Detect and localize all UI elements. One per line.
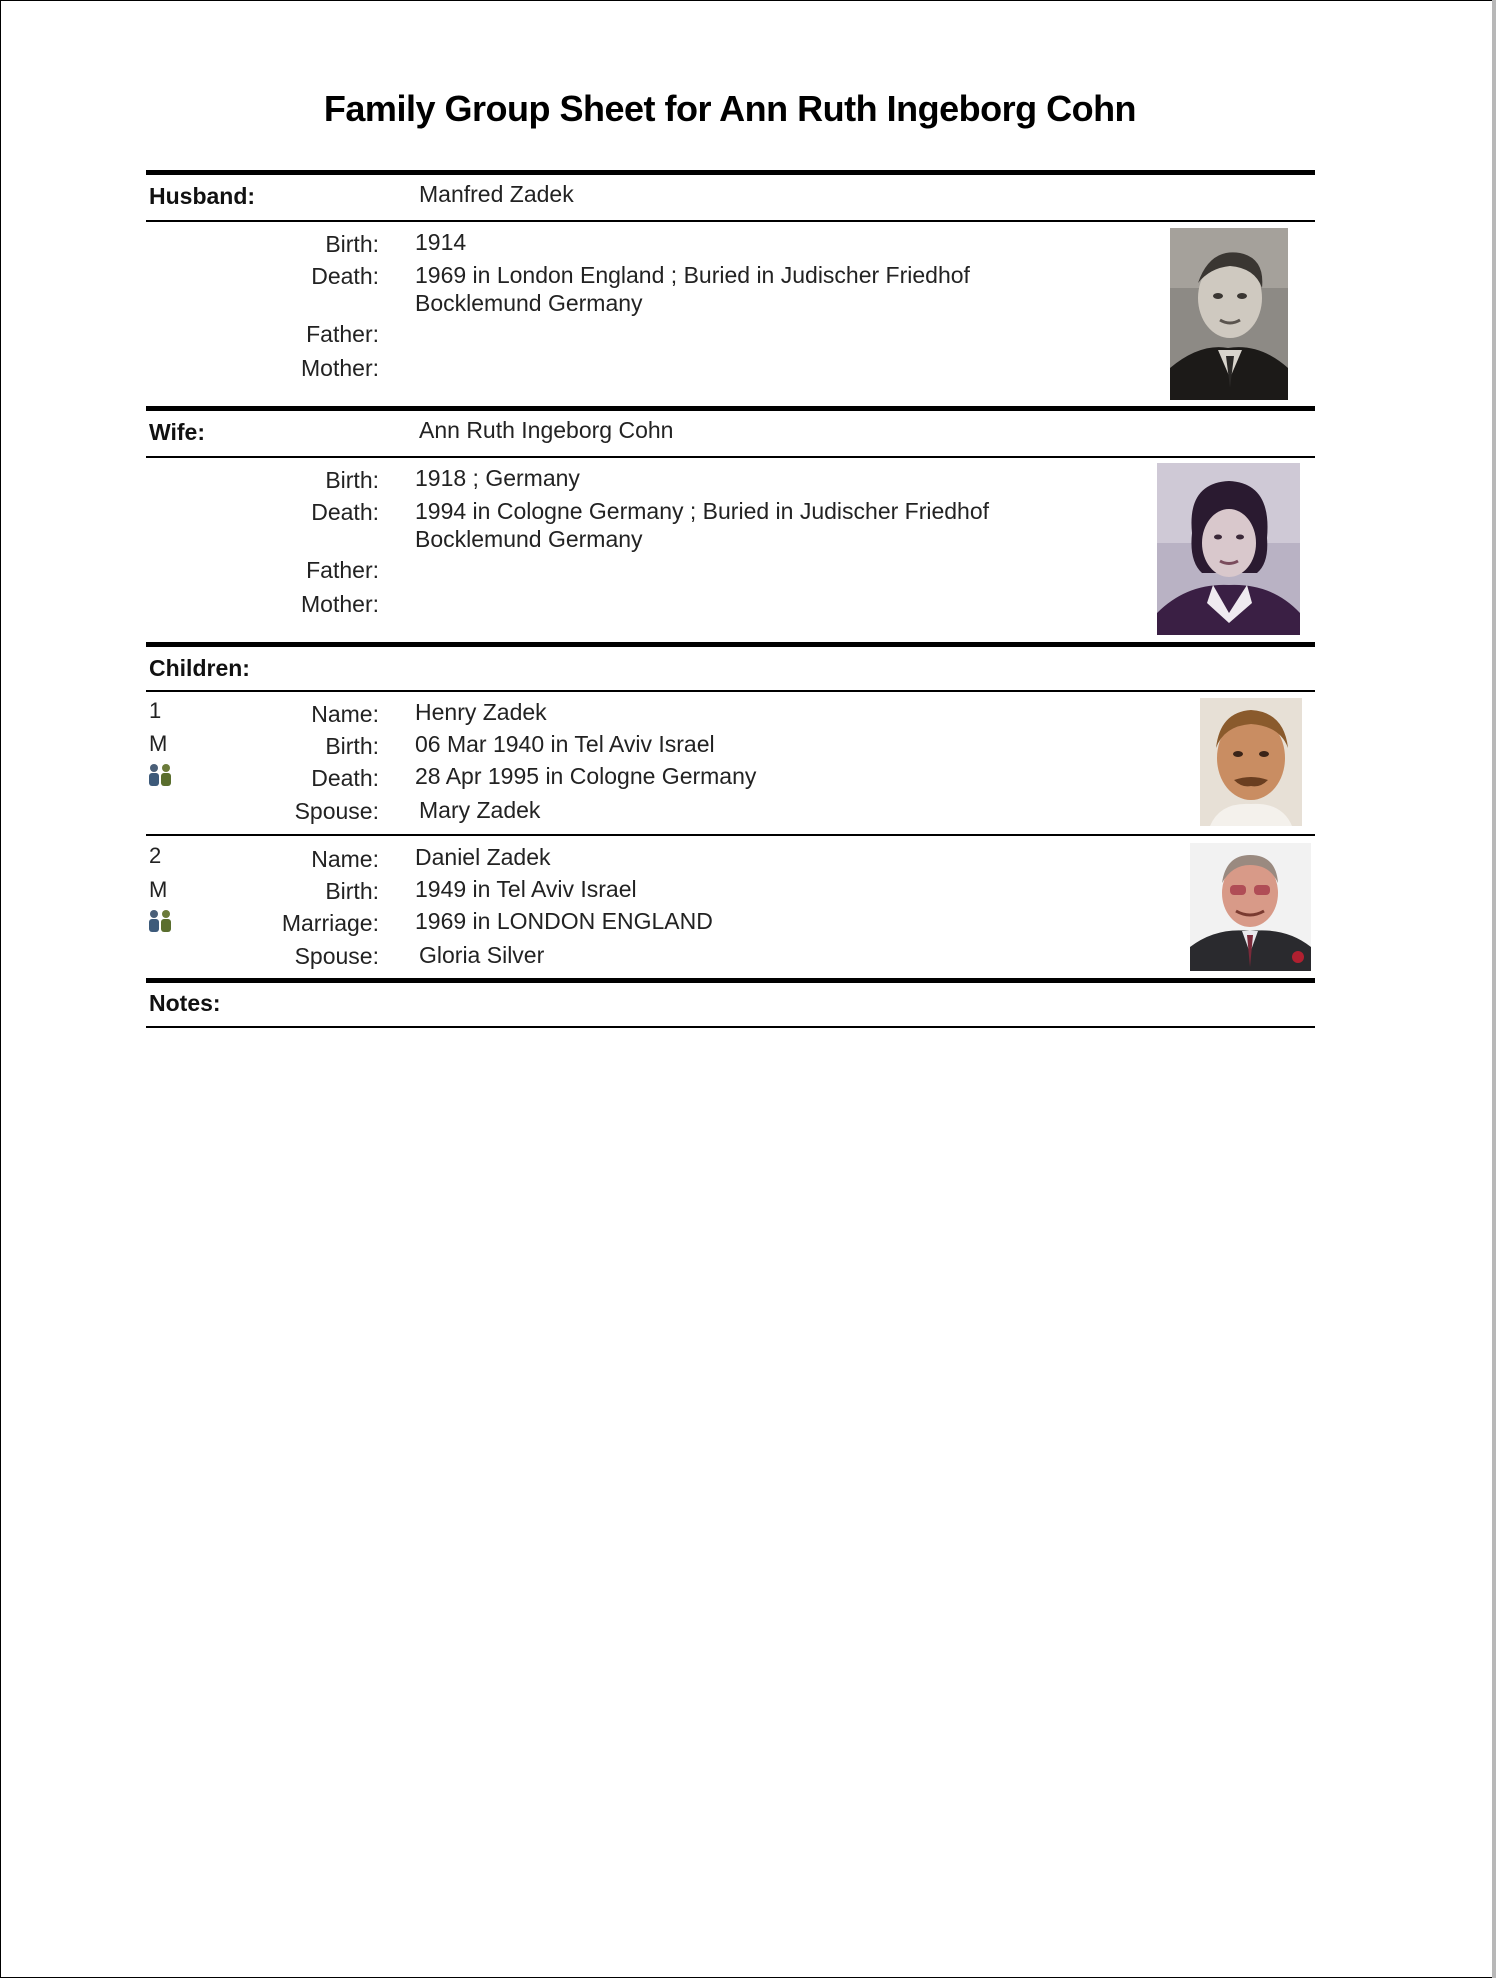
section-rule <box>146 978 1315 983</box>
child-name-value[interactable]: Henry Zadek <box>415 699 547 725</box>
wife-birth-value: 1918 ; Germany <box>415 465 580 491</box>
section-rule <box>146 170 1315 175</box>
wife-death-value-line2: Bocklemund Germany <box>415 526 643 552</box>
child-spouse-value[interactable]: Mary Zadek <box>419 797 541 823</box>
child-sex: M <box>149 731 168 756</box>
child-name-label: Name: <box>311 846 379 872</box>
child-birth-value: 1949 in Tel Aviv Israel <box>415 876 637 902</box>
husband-section-label: Husband: <box>149 183 256 209</box>
husband-father-label: Father: <box>306 321 379 347</box>
child-birth-value: 06 Mar 1940 in Tel Aviv Israel <box>415 731 715 757</box>
wife-name[interactable]: Ann Ruth Ingeborg Cohn <box>419 417 674 443</box>
child-sex: M <box>149 877 168 902</box>
husband-birth-label: Birth: <box>325 231 379 257</box>
wife-portrait-photo[interactable] <box>1157 463 1300 635</box>
child-spouse-label: Spouse: <box>294 943 379 969</box>
notes-section-label: Notes: <box>149 990 221 1016</box>
child-number: 1 <box>149 698 162 723</box>
wife-father-label: Father: <box>306 557 379 583</box>
child-name-value[interactable]: Daniel Zadek <box>415 844 551 870</box>
wife-birth-label: Birth: <box>325 467 379 493</box>
husband-birth-value: 1914 <box>415 229 467 255</box>
child-death-label: Death: <box>311 765 379 791</box>
section-rule <box>146 406 1315 411</box>
page-title: Family Group Sheet for Ann Ruth Ingeborg Cohn <box>323 88 1137 129</box>
wife-mother-label: Mother: <box>301 591 379 617</box>
child-marriage-value: 1969 in LONDON ENGLAND <box>415 908 713 934</box>
people-icon[interactable] <box>146 763 174 787</box>
section-divider <box>146 456 1315 458</box>
husband-name[interactable]: Manfred Zadek <box>419 181 574 207</box>
child-number: 2 <box>149 843 162 868</box>
section-rule <box>146 642 1315 647</box>
section-divider <box>146 1026 1315 1028</box>
child-birth-label: Birth: <box>325 733 379 759</box>
child-spouse-label: Spouse: <box>294 798 379 824</box>
wife-death-label: Death: <box>311 499 379 525</box>
section-divider <box>146 690 1315 692</box>
child-spouse-value[interactable]: Gloria Silver <box>419 942 545 968</box>
child-marriage-label: Marriage: <box>281 910 379 936</box>
wife-section-label: Wife: <box>149 419 206 445</box>
child-portrait-photo[interactable] <box>1200 698 1302 826</box>
husband-portrait-photo[interactable] <box>1170 228 1288 400</box>
child-birth-label: Birth: <box>325 878 379 904</box>
child-portrait-photo[interactable] <box>1190 843 1311 971</box>
child-name-label: Name: <box>311 701 379 727</box>
husband-death-value-line2: Bocklemund Germany <box>415 290 643 316</box>
wife-death-value-line1: 1994 in Cologne Germany ; Buried in Judischer Friedhof <box>415 498 990 524</box>
children-section-label: Children: <box>149 655 250 681</box>
husband-death-label: Death: <box>311 263 379 289</box>
husband-mother-label: Mother: <box>301 355 379 381</box>
child-death-value: 28 Apr 1995 in Cologne Germany <box>415 763 757 789</box>
section-divider <box>146 220 1315 222</box>
husband-death-value-line1: 1969 in London England ; Buried in Judischer Friedhof <box>415 262 970 288</box>
child-divider <box>146 834 1315 836</box>
page-edge-shadow <box>1492 0 1496 1978</box>
people-icon[interactable] <box>146 909 174 933</box>
